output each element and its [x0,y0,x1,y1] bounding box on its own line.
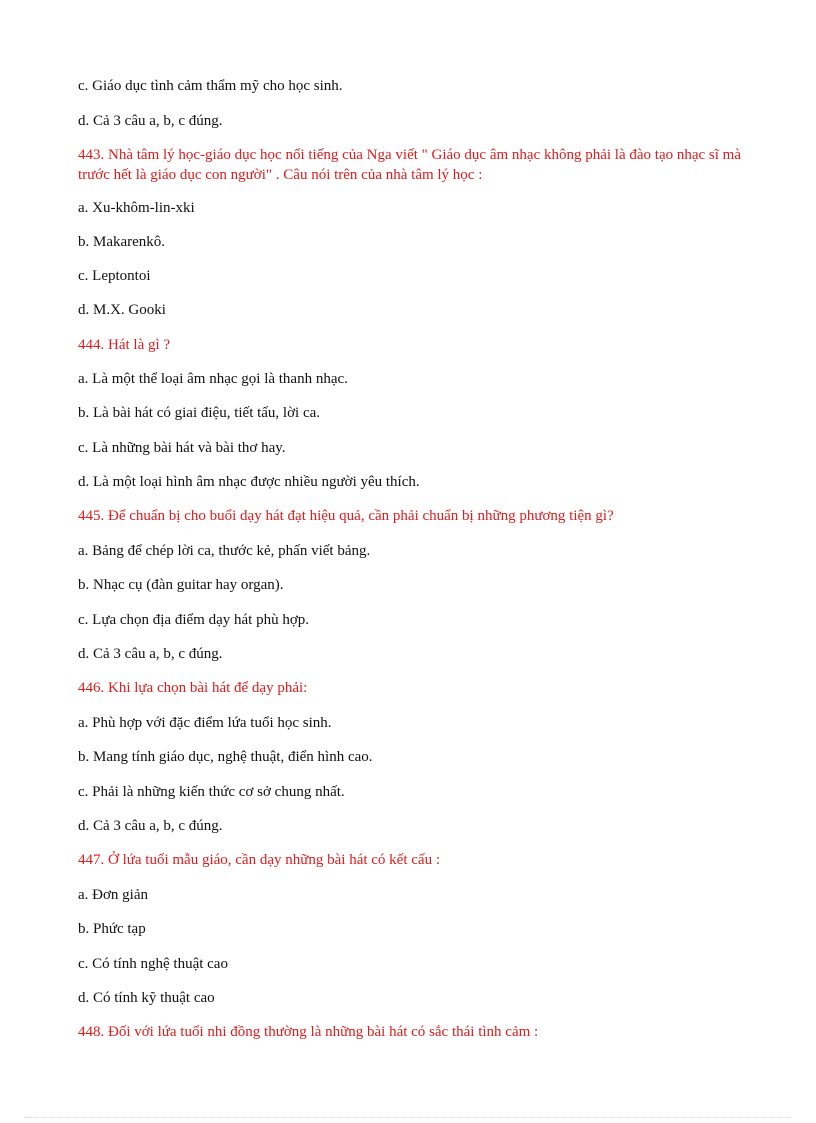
answer-line: d. Có tính kỹ thuật cao [78,990,215,1006]
answer-line: b. Makarenkô. [78,234,166,250]
answer-line: c. Lựa chọn địa điểm dạy hát phù hợp. [78,612,309,628]
question-line: 444. Hát là gì ? [78,337,171,353]
page-bottom-divider [24,1117,792,1118]
answer-line: a. Là một thể loại âm nhạc gọi là thanh nhạc. [78,371,348,387]
answer-line: a. Phù hợp với đặc điểm lứa tuổi học sinh. [78,715,332,731]
answer-line: a. Xu-khôm-lin-xki [78,200,195,216]
question-line: 445. Để chuẩn bị cho buổi dạy hát đạt hiệu quả, cần phải chuẩn bị những phương tiện gì? [78,508,614,524]
question-line: 447. Ở lứa tuổi mẫu giáo, cần dạy những bài hát có kết cấu : [78,852,440,868]
answer-line: b. Nhạc cụ (đàn guitar hay organ). [78,577,284,593]
answer-line: c. Giáo dục tình cảm thẩm mỹ cho học sinh. [78,78,343,94]
answer-line: b. Phức tạp [78,921,146,937]
answer-line: c. Phải là những kiến thức cơ sở chung nhất. [78,784,345,800]
answer-line: d. Cả 3 câu a, b, c đúng. [78,818,223,834]
answer-line: b. Là bài hát có giai điệu, tiết tấu, lời ca. [78,405,321,421]
answer-line: d. Là một loại hình âm nhạc được nhiều người yêu thích. [78,474,420,490]
answer-line: d. Cả 3 câu a, b, c đúng. [78,646,223,662]
answer-line: b. Mang tính giáo dục, nghệ thuật, điển hình cao. [78,749,373,765]
question-line: 448. Đối với lứa tuổi nhi đồng thường là những bài hát có sắc thái tình cảm : [78,1024,539,1040]
answer-line: c. Leptontoi [78,268,151,284]
answer-line: c. Có tính nghệ thuật cao [78,956,228,972]
answer-line: a. Bảng để chép lời ca, thước kẻ, phấn viết bảng. [78,543,371,559]
question-line: 446. Khi lựa chọn bài hát để dạy phải: [78,680,308,696]
answer-line: d. Cả 3 câu a, b, c đúng. [78,113,223,129]
answer-line: a. Đơn giản [78,887,148,903]
question-line: 443. Nhà tâm lý học-giáo dục học nổi tiếng của Nga viết " Giáo dục âm nhạc không phải là đào tạo nhạc sĩ mà trước hết là giáo dục con người" . Câu nói trên của nhà tâm lý học : [78,147,742,183]
answer-line: c. Là những bài hát và bài thơ hay. [78,440,286,456]
answer-line: d. M.X. Gooki [78,302,166,318]
